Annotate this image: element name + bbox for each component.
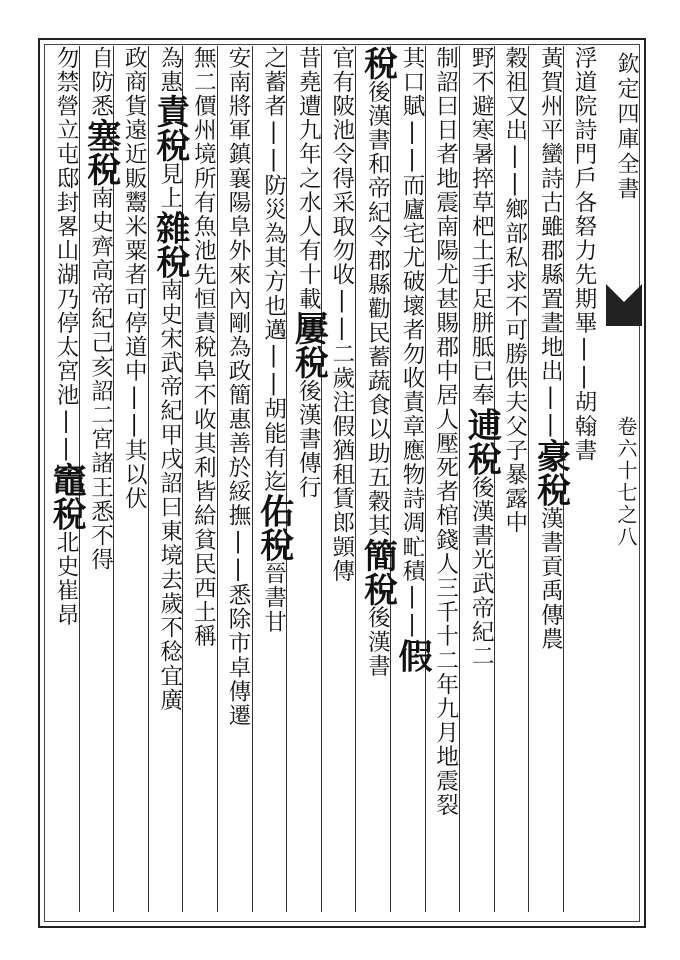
text-segment: 後漢書	[364, 605, 391, 679]
text-column	[116, 46, 152, 511]
headword: 逋	[461, 407, 502, 442]
text-segment: 安南將軍鎮襄陽阜外來內剛為政簡惠善於綏撫|	[225, 46, 251, 556]
text-segment: 黃賀州平蠻詩古雖郡縣置晝地出|	[537, 46, 564, 411]
text-segment: |防災為其方也	[260, 145, 287, 319]
text-column	[531, 46, 569, 651]
text-segment: |二歲注假猶租賃	[328, 314, 355, 511]
headword: 稅	[253, 527, 294, 562]
headword: 稅	[461, 441, 502, 476]
headword: 稅	[530, 472, 571, 507]
text-segment: 邁|	[260, 318, 287, 370]
headword: 稅	[149, 244, 190, 279]
headword: 稅	[357, 571, 398, 606]
text-segment: 政	[121, 46, 148, 71]
text-segment: 穀祖又出|	[501, 46, 528, 170]
text-segment: 後漢書光武帝紀二	[468, 475, 495, 669]
text-segment: 野不避寒暑捽草杷土手足胼胝已奉	[468, 46, 495, 408]
fish-tail-mark-icon	[604, 280, 644, 330]
text-column	[566, 46, 602, 463]
text-column	[462, 46, 500, 668]
text-segment: |鄉部私求不可勝供	[501, 170, 528, 391]
text-segment: 夫父子暴露中	[501, 390, 528, 536]
text-column	[393, 46, 431, 672]
text-segment: 晉書甘	[260, 561, 287, 635]
text-segment: 南史宋武帝紀甲戌詔曰東境去歲不稔宜廣	[156, 278, 183, 713]
headword: 塞	[80, 118, 121, 153]
text-segment: 自防悉	[87, 46, 114, 119]
text-segment: 無二價州境所有魚池先恒責稅阜不收其利皆給貧民西土稱	[190, 46, 217, 649]
text-segment: 漢書貢禹傳農	[537, 506, 564, 652]
text-segment: |	[53, 435, 79, 463]
headword: 稅	[288, 345, 329, 380]
text-segment: 為惠	[156, 46, 183, 95]
text-column	[151, 46, 189, 712]
text-segment: 浮道院詩門戶各砮力先期畢|	[571, 46, 597, 363]
text-column	[47, 46, 85, 627]
text-segment: 商貨遠近販鬻米粟者可停道中|	[121, 70, 148, 412]
text-segment: |胡能有迄	[260, 369, 287, 494]
headword: 佑	[253, 493, 294, 528]
text-segment: 其口賦|	[399, 46, 425, 146]
text-segment: |	[537, 411, 564, 439]
text-segment: 勿禁	[53, 46, 79, 95]
margin-book-title: 欽定四庫全書	[614, 52, 639, 202]
text-segment: 郎顗傳	[328, 510, 355, 584]
text-segment: 營立屯邸封畧山湖乃停太宮池|	[53, 94, 79, 436]
headword: 責	[149, 94, 190, 129]
text-segment: |胡翰書	[571, 362, 597, 463]
text-column	[220, 46, 256, 728]
text-column	[289, 46, 327, 500]
text-column	[358, 46, 396, 678]
text-column	[82, 46, 120, 572]
text-segment: 十二年九月地震裂	[432, 624, 459, 818]
headword: 稅	[149, 128, 190, 163]
text-segment: 後漢書傳行	[295, 379, 322, 500]
text-segment: |	[399, 610, 425, 639]
text-segment: 之蓄者|	[260, 46, 287, 146]
text-segment: 見上	[156, 162, 183, 211]
headword: 稅	[357, 46, 398, 80]
text-segment: 南史齊高帝紀己亥詔二宮諸王悉不得	[87, 186, 114, 572]
text-column	[428, 46, 464, 817]
headword: 屢	[288, 311, 329, 346]
text-segment: |而廬宅尤破壞者勿收責章應物詩凋甿積|	[399, 145, 425, 611]
text-segment: 後漢書和帝紀令郡縣勸民蓄蔬食以助五穀其	[364, 80, 391, 538]
text-column	[185, 46, 221, 649]
text-segment: |其以伏	[121, 411, 148, 511]
headword: 豪	[530, 438, 571, 473]
text-column	[255, 46, 293, 634]
text-segment: 昔堯遭九年之水人有十載	[295, 46, 322, 312]
text-segment: |悉除市	[225, 555, 251, 656]
headword: 稅	[80, 152, 121, 187]
text-segment: 北史崔昂	[53, 530, 79, 628]
text-segment: 官有陂池令得采取勿收|	[328, 46, 355, 315]
headword: 稅	[46, 496, 86, 531]
text-segment: 制詔曰日者地震南陽尤甚賜郡中居人壓死者棺錢人三千	[432, 46, 459, 625]
margin-volume-number: 卷六十七之八	[614, 416, 638, 548]
headword: 竈	[46, 462, 86, 497]
headword: 簡	[357, 537, 398, 572]
text-segment: 卓傳遷	[225, 655, 251, 728]
text-column	[497, 46, 533, 535]
text-column	[324, 46, 360, 583]
headword: 假	[392, 638, 432, 673]
headword: 雜	[149, 210, 190, 245]
